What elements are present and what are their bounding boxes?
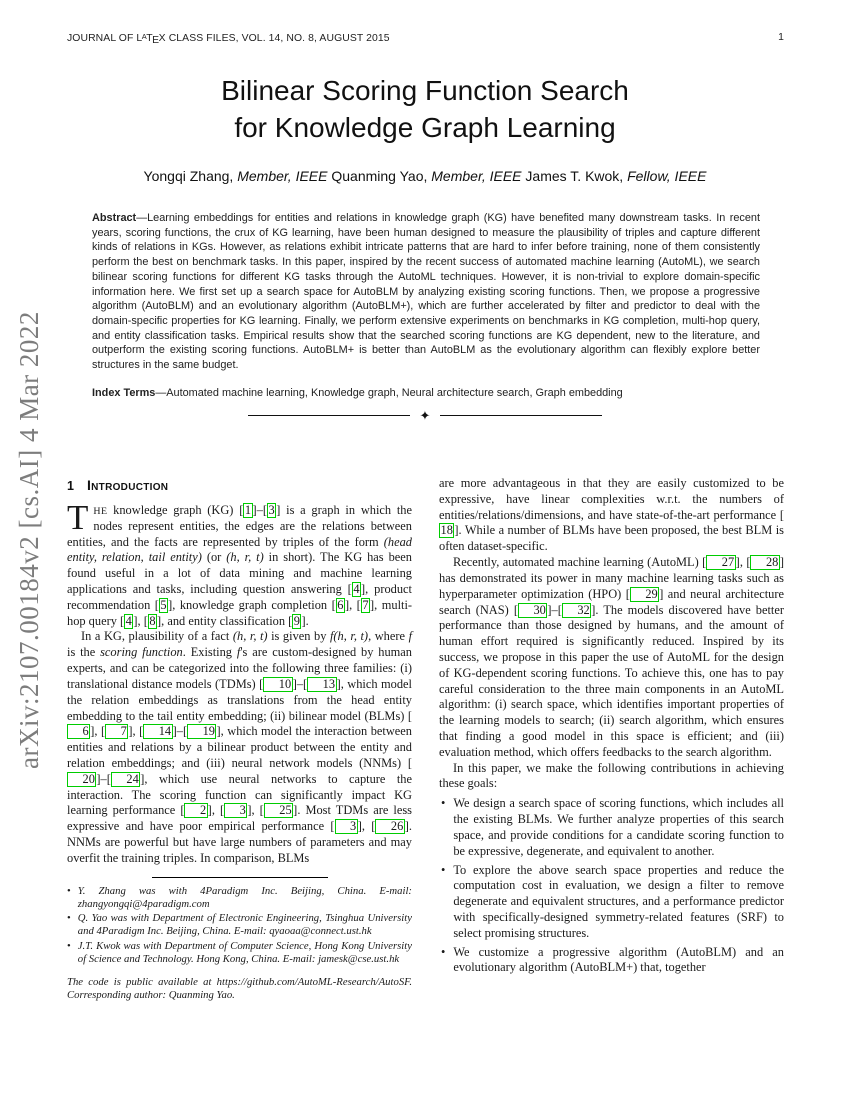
text-run: , knowledge graph completion: [172, 597, 332, 612]
text-run: f: [236, 645, 241, 660]
citation-ref[interactable]: 3: [335, 819, 358, 834]
footnote-text: Q. Yao was with Department of Electronic Engineering, Tsinghua University and 4Paradigm Inc. Beijing, China. E-mail: qyaoaa@connect.ust.hk: [77, 912, 412, 938]
citation-ref[interactable]: 7: [362, 597, 369, 612]
text-run: –: [551, 602, 558, 617]
text-run: .: [305, 613, 309, 628]
text-run: Recently, automated machine learning (AutoML): [453, 555, 703, 570]
citation-ref[interactable]: 24: [111, 772, 140, 787]
text-run: Member, IEEE: [431, 168, 522, 184]
contribution-text: To explore the above search space properties and reduce the computation cost in evaluation, we design a filter to remove degenerate and equivalent structures, and a performance predictor with specifically-designed symmetry-related features (SRF) to select promising structures.: [453, 862, 784, 940]
citation-ref[interactable]: 32: [562, 603, 591, 618]
intro-paragraph-2: In a KG, plausibility of a fact (h, r, t) is given by f(h, r, t), where f is the scoring function. Existing f's are custom-designed by human experts, and can be categorized into the following three families: (i) translational distance models (TDMs) [ 10 ]–[ 13 ], which model the relation embeddings as translations from the head entity embedding to the tail entity embedding; (ii) bilinear model (BLMs) [6 ], [ 7 ], [ 14 ]–[ 19 ], which model the interaction between entities and relations by a bilinear product between the entity and relation embeddings; and (iii) neural network models (NNMs) [20 ]–[ 24 ], which use neural networks to capture the interaction. The scoring function can significantly impact KG learning performance [ 2 ], [ 3 ], [ 25 ]. Most TDMs are less expressive and have poor empirical performance [ 3 ], [ 26 ]. NNMs are powerful but have large numbers of parameters and may overfit the training triples. In comparison, BLMs: [67, 629, 413, 865]
text-run: . The models discovered have better performance than those designed by humans, and the amount of human effort required is significantly reduced. Inspired by its success, we propose in this paper the use of AutoML for the design of KG-dependent scoring functions. To achieve this, one has to pay careful consideration to the three main components in an AutoML algorithm: (i) search space, which identifies important properties of the learning models to search; (ii) search algorithm, which ensures that finding a good model in this space is efficient; and (iii) evaluation method, which offers feedbacks to the search algorithm.: [439, 602, 784, 759]
text-run: (h, r, t): [232, 629, 268, 644]
text-run: ,: [132, 724, 140, 739]
text-run: ,: [137, 613, 144, 628]
section-1-heading: [67, 477, 412, 495]
section-number: 1: [67, 479, 74, 493]
bullet-icon: [67, 940, 71, 967]
separator-line-right: [440, 415, 602, 416]
text-run: , and entity classification: [161, 613, 289, 628]
bullet-icon: [67, 885, 71, 912]
text-run: ,: [211, 803, 220, 818]
bullet-icon: [67, 912, 71, 939]
citation-ref[interactable]: 14: [143, 724, 172, 739]
journal-header-text: JOURNAL OF $L^ATEX$ CLASS FILES, VOL. 14, NO. 8, AUGUST 2015: [67, 32, 390, 47]
text-run: is given by: [267, 629, 330, 644]
text-run: , which model the interaction between entities and relations by a bilinear product between the entity and relation embeddings; and (iii) neural network models (NNMs): [67, 724, 412, 770]
arxiv-stamp: arXiv:2107.00184v2 [cs.AI] 4 Mar 2022: [14, 311, 44, 769]
bullet-icon: [439, 796, 445, 859]
footnote-item: [67, 885, 412, 912]
text-run: ,: [361, 819, 372, 834]
body-paragraph-automl: Recently, automated machine learning (AutoML) [ 27 ], [ 28 ] has demonstrated its power in many machine learning tasks such as hyperparameter optimization (HPO) [ 29 ] and neural architecture search (NAS) [ 30 ]–[ 32 ]. The models discovered have better performance than those designed by humans, and the amount of human effort required is significantly reduced. Inspired by its success, we propose in this paper the use of AutoML for the design of KG-dependent scoring functions. To achieve this, one has to pay careful consideration to the three main components in an AutoML algorithm: (i) search space, which identifies important properties of the learning models to search; (ii) search algorithm, which ensures that finding a good model in this space is efficient; and (iii) evaluation method, which offers feedbacks to the search algorithm.: [439, 555, 784, 759]
text-run: , which model the relation embeddings as translations from the head entity embedding to the tail entity embedding; (ii) bilinear model (BLMs): [67, 676, 413, 723]
citation-ref[interactable]: 26: [375, 819, 404, 834]
text-run: (head entity, relation, tail entity): [67, 534, 412, 565]
citation-ref[interactable]: 25: [264, 803, 293, 818]
text-run: is the: [67, 645, 101, 660]
left-column: [67, 476, 412, 1003]
text-run: James T. Kwok,: [521, 168, 628, 184]
text-run: knowledge graph (KG): [107, 502, 240, 517]
citation-ref[interactable]: 30: [518, 603, 547, 618]
text-run: Fellow, IEEE: [627, 168, 707, 184]
text-run: Index Terms: [92, 386, 156, 399]
footnotes: [67, 885, 412, 1003]
running-header: [67, 32, 784, 46]
text-run: (or: [201, 550, 227, 565]
text-run: Quanming Yao,: [327, 168, 432, 184]
citation-ref[interactable]: 6: [337, 597, 344, 612]
text-run: f(h, r, t): [329, 629, 369, 644]
paper-title: [0, 72, 850, 146]
index-terms: [92, 386, 760, 401]
citation-ref[interactable]: 13: [307, 677, 336, 692]
text-run: is a graph in which the nodes represent entities, the edges are the relations between entities, and the facts are represented by triples of the form: [67, 502, 412, 549]
footnote-text: J.T. Kwok was with Department of Computer Science, Hong Kong University of Science and Technology. Hong Kong, China. E-mail: jamesk@cse.ust.hk: [77, 939, 412, 965]
text-run: in short). The KG has been found useful in a lot of data mining and machine learning applications and tasks, including question answering: [67, 550, 412, 596]
citation-ref[interactable]: 18: [440, 523, 453, 538]
citation-ref[interactable]: 28: [750, 555, 779, 570]
page-number: 1: [778, 32, 784, 43]
contributions-intro: In this paper, we make the following contributions in achieving these goals:: [439, 760, 784, 791]
text-run: has demonstrated its power in many machine learning tasks such as hyperparameter optimization (HPO): [439, 570, 784, 601]
footnote-text: Y. Zhang was with 4Paradigm Inc. Beijing, China. E-mail: zhangyongqi@4paradigm.com: [77, 884, 412, 910]
bullet-icon: [439, 863, 445, 942]
contribution-text: We customize a progressive algorithm (AutoBLM) and an evolutionary algorithm (AutoBLM+) that, together: [453, 944, 784, 975]
text-run: Abstract: [92, 212, 137, 224]
text-run: –: [256, 502, 263, 517]
citation-ref[interactable]: 3: [268, 502, 275, 517]
section-separator: [248, 409, 602, 422]
text-run: are more advantageous in that they are easily customized to be expressive, have linear complexities w.r.t. the numbers of entities/relations/dimensions, and have state-of-the-art performance: [439, 476, 784, 522]
text-run: (h, r, t): [226, 550, 264, 565]
right-column: [439, 476, 784, 1003]
citation-ref[interactable]: 1: [244, 502, 252, 517]
text-run: 's are custom-designed by human experts, and can be categorized into the following three families: (i) translational distance models (TDMs): [67, 645, 412, 691]
intro-paragraph-1: THE knowledge graph (KG) [ 1 ]–[ 3 ] is a graph in which the nodes represent entities, the edges are the relations between entities, and the facts are represented by triples of the form (head entity, relation, tail entity) (or (h, r, t) in short). The KG has been found useful in a lot of data mining and machine learning applications and tasks, including question answering [ 4 ], product recommendation [ 5 ], knowledge graph completion [ 6 ], [ 7 ], multi-hop query [ 4 ], [ 8 ], and entity classification [ 9 ].: [67, 497, 413, 628]
contribution-item: [439, 863, 784, 942]
text-run: —Learning embeddings for entities and relations in knowledge graph (KG) have benefited many downstream tasks. In recent years, scoring functions, the crux of KG learning, have been human designed to measure the plausibility of triples and capture different kinds of relations in KGs. However, as relations exhibit intricate patterns that are hard to infer before training, none of them consistently perform the best on benchmark tasks. In this paper, inspired by the recent success of automated machine learning (AutoML), we search bilinear scoring functions for different KG tasks through the AutoML techniques. However, it is non-trivial to explore domain-specific information here. We first set up a search space for AutoBLM by analyzing existing scoring functions. Then, we propose a progressive algorithm (AutoBLM) and an evolutionary algorithm (AutoBLM+), which are further accelerated by filter and predictor to deal with the domain-specific properties for KG learning. Finally, we perform extensive experiments on benchmarks in KG completion, multi-hop query, and entity classification tasks. Empirical results show that the searched scoring functions are KG dependent, new to the literature, and outperform the existing scoring functions. AutoBLM+ is better than AutoBLM as the evolutionary algorithm can flexibly explore better structures in the same budget.: [92, 212, 760, 372]
citation-ref[interactable]: 7: [105, 724, 128, 739]
citation-ref[interactable]: 8: [149, 613, 156, 628]
text-run: f: [408, 629, 413, 644]
text-run: . NNMs are powerful but have large numbers of parameters and may overfit the training triples. In comparison, BLMs: [67, 819, 413, 865]
citation-ref[interactable]: 10: [263, 677, 292, 692]
section-title: Introduction: [86, 477, 169, 493]
text-run: , multi-hop query: [67, 597, 413, 628]
text-run: HE: [93, 505, 108, 517]
text-run: . While a number of BLMs have been proposed, the best BLM is often dataset-specific.: [439, 523, 784, 554]
text-run: –: [100, 771, 107, 786]
text-run: —Automated machine learning, Knowledge graph, Neural architecture search, Graph embedding: [155, 386, 623, 399]
text-run: ,: [94, 724, 101, 739]
text-run: scoring function: [100, 645, 183, 660]
citation-ref[interactable]: 5: [160, 597, 167, 612]
abstract-block: [92, 211, 760, 401]
citation-ref[interactable]: 20: [67, 772, 96, 787]
footnote-rule: [152, 877, 328, 878]
citation-ref[interactable]: 19: [187, 724, 216, 739]
code-availability-note: The code is public available at https://github.com/AutoML-Research/AutoSF. Corresponding author: Quanming Yao.: [67, 976, 412, 1002]
citation-ref[interactable]: 4: [353, 582, 360, 596]
text-run: ,: [739, 555, 747, 570]
contribution-text: We design a search space of scoring functions, which includes all the existing BLMs. We further analyze properties of this search space, and provide conditions for a candidate scoring function to be expressive, degenerate, and equivalent to another.: [453, 796, 784, 858]
paper-title-line1: Bilinear Scoring Function Search: [221, 75, 629, 106]
bullet-icon: [439, 945, 445, 977]
text-run: . Most TDMs are less expressive and have poor empirical performance: [67, 803, 412, 834]
citation-ref[interactable]: 3: [224, 803, 247, 818]
citation-ref[interactable]: 29: [630, 587, 659, 602]
text-run: , where: [368, 629, 409, 644]
footnote-item: [67, 940, 412, 967]
text-run: , which use neural networks to capture the interaction. The scoring function can significantly impact KG learning performance: [67, 771, 412, 818]
text-run: –: [176, 724, 183, 739]
citation-ref[interactable]: 6: [67, 724, 90, 739]
citation-ref[interactable]: 4: [125, 613, 132, 628]
citation-ref[interactable]: 27: [706, 555, 735, 570]
text-run: In a KG, plausibility of a fact: [81, 629, 233, 644]
text-run: ,: [349, 597, 357, 612]
abstract-text: [92, 211, 760, 373]
footnote-item: [67, 912, 412, 939]
text-run: Yongqi Zhang,: [143, 168, 238, 184]
body-paragraph-continuation: are more advantageous in that they are easily customized to be expressive, have linear complexities w.r.t. the numbers of entities/relations/dimensions, and have state-of-the-art performance [18 ]. While a number of BLMs have been proposed, the best BLM is often dataset-specific.: [439, 476, 784, 554]
contribution-item: [439, 796, 784, 859]
four-pointed-star-icon: ✦: [419, 408, 431, 423]
two-column-body: [67, 476, 784, 1003]
contributions-list: [439, 796, 784, 976]
text-run: . Existing: [182, 645, 237, 660]
contribution-item: [439, 945, 784, 977]
author-line: [0, 168, 850, 184]
text-run: , product recommendation: [67, 582, 412, 612]
drop-cap: T: [67, 497, 89, 537]
text-run: Member, IEEE: [237, 168, 328, 184]
paper-title-line2: for Knowledge Graph Learning: [234, 112, 616, 144]
text-run: and neural architecture search (NAS): [439, 586, 784, 617]
citation-ref[interactable]: 9: [293, 613, 300, 628]
text-run: ,: [251, 803, 260, 818]
text-run: –: [296, 676, 304, 691]
citation-ref[interactable]: 2: [184, 803, 207, 818]
separator-line-left: [248, 415, 410, 416]
latex-logo: $L^ATEX$: [136, 32, 166, 47]
